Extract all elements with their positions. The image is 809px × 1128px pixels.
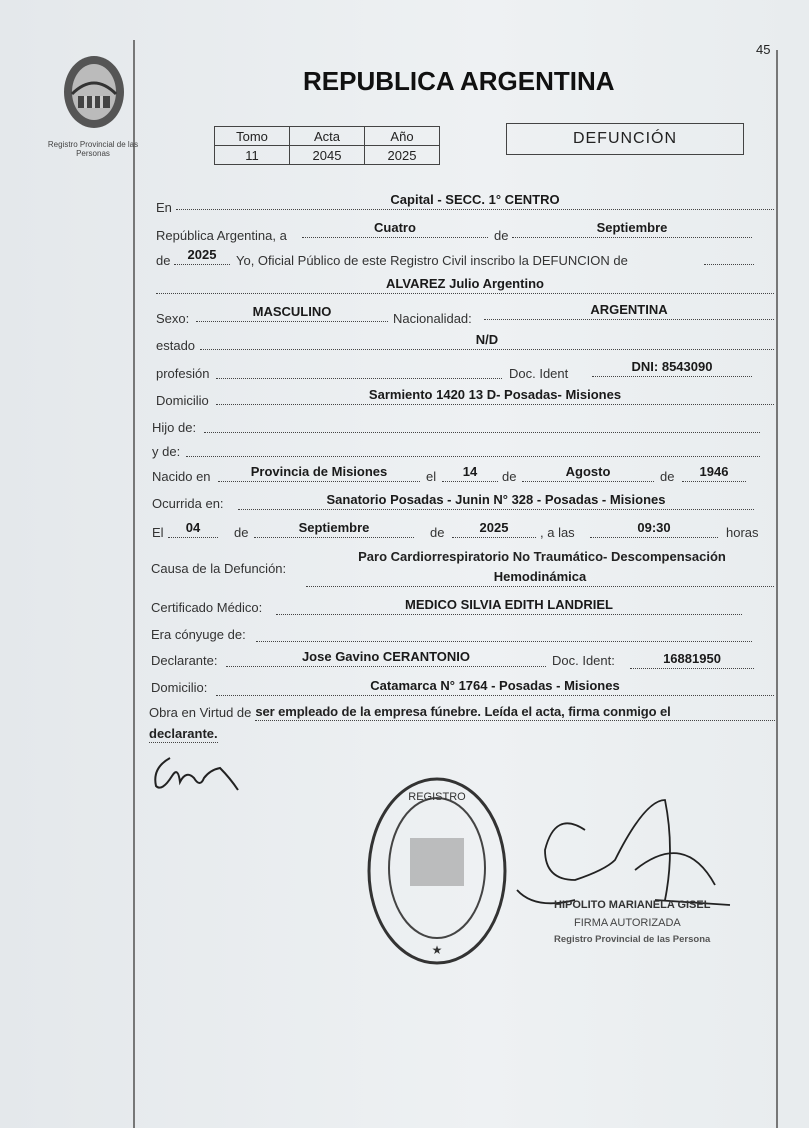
- header-tomo: Tomo: [215, 127, 290, 146]
- field-obra-line1: ser empleado de la empresa fúnebre. Leída el acta, firma conmigo el: [255, 704, 775, 721]
- field-nac-mes: Agosto: [522, 465, 654, 482]
- label-obra: Obra en Virtud de: [149, 705, 252, 720]
- label-domicilio: Domicilio: [156, 393, 209, 408]
- field-anio: 2025: [174, 248, 230, 265]
- value-acta: 2045: [290, 146, 365, 165]
- label-estado: estado: [156, 338, 196, 353]
- field-def-hora: 09:30: [590, 521, 718, 538]
- label-horas: horas: [726, 525, 759, 540]
- field-hijo-de: [204, 416, 760, 433]
- field-nacido-en: Provincia de Misiones: [218, 465, 420, 482]
- label-El: El: [152, 525, 164, 540]
- field-obra-line2: declarante.: [149, 726, 218, 741]
- field-def-anio: 2025: [452, 521, 536, 538]
- value-anio: 2025: [365, 146, 440, 165]
- label-a-las: , a las: [540, 525, 575, 540]
- label-y-de: y de:: [152, 444, 181, 459]
- page-number: 45: [756, 42, 771, 57]
- signatory-role: FIRMA AUTORIZADA: [574, 917, 681, 929]
- label-sexo: Sexo:: [156, 311, 190, 326]
- field-sexo: MASCULINO: [196, 305, 388, 322]
- label-certificado: Certificado Médico:: [151, 600, 263, 615]
- label-de-a: de: [502, 469, 517, 484]
- obra-row: [149, 704, 775, 721]
- label-de-c: de: [234, 525, 249, 540]
- header-acta: Acta: [290, 127, 365, 146]
- page-title: REPUBLICA ARGENTINA: [303, 66, 615, 96]
- field-dia: Cuatro: [302, 221, 488, 238]
- field-y-de: [186, 440, 760, 457]
- field-profesion: [216, 362, 502, 379]
- svg-text:REGISTRO: REGISTRO: [408, 791, 466, 803]
- header-anio: Año: [365, 127, 440, 146]
- label-de-d: de: [430, 525, 445, 540]
- label-republica: República Argentina, a: [156, 228, 287, 243]
- field-blank: [704, 248, 754, 265]
- doc-type-box: DEFUNCIÓN: [506, 123, 744, 155]
- signatory-org: Registro Provincial de las Persona: [554, 934, 711, 945]
- official-stamp: [366, 776, 508, 966]
- declarant-signature: [150, 748, 250, 798]
- label-doc-ident2: Doc. Ident:: [552, 653, 615, 668]
- field-nac-anio: 1946: [682, 465, 746, 482]
- svg-text:★: ★: [431, 943, 443, 957]
- label-conyuge: Era cónyuge de:: [151, 627, 246, 642]
- label-nacionalidad: Nacionalidad:: [393, 311, 472, 326]
- field-declarante-domicilio: Catamarca N° 1764 - Posadas - Misiones: [216, 679, 774, 696]
- label-de-b: de: [660, 469, 675, 484]
- provincial-emblem-logo: [58, 52, 130, 132]
- field-declarante: Jose Gavino CERANTONIO: [226, 650, 546, 667]
- registry-table: [214, 126, 440, 165]
- label-profesion: profesión: [156, 366, 210, 381]
- label-ocurrida-en: Ocurrida en:: [152, 496, 224, 511]
- label-causa: Causa de la Defunción:: [151, 561, 287, 576]
- field-causa-line2: Hemodinámica: [306, 570, 774, 587]
- label-de: de: [494, 228, 509, 243]
- field-mes: Septiembre: [512, 221, 752, 238]
- left-margin-line: [133, 40, 135, 1128]
- field-ocurrida-en: Sanatorio Posadas - Junin N° 328 - Posadas - Misiones: [238, 493, 754, 510]
- label-domicilio2: Domicilio:: [151, 680, 208, 695]
- field-nacionalidad: ARGENTINA: [484, 303, 774, 320]
- field-doc-ident: DNI: 8543090: [592, 360, 752, 377]
- field-certificado: MEDICO SILVIA EDITH LANDRIEL: [276, 598, 742, 615]
- label-yo: Yo, Oficial Público de este Registro Civil inscribo la DEFUNCION de: [236, 253, 628, 268]
- field-declarante-doc: 16881950: [630, 652, 754, 669]
- label-nacido-en: Nacido en: [152, 469, 211, 484]
- field-def-dia: 04: [168, 521, 218, 538]
- label-doc-ident: Doc. Ident: [509, 366, 569, 381]
- field-nombre: ALVAREZ Julio Argentino: [156, 277, 774, 294]
- field-def-mes: Septiembre: [254, 521, 414, 538]
- field-domicilio: Sarmiento 1420 13 D- Posadas- Misiones: [216, 388, 774, 405]
- label-hijo-de: Hijo de:: [152, 420, 197, 435]
- signatory-name: HIPOLITO MARIANELA GISEL: [554, 899, 711, 911]
- label-en: En: [156, 200, 172, 215]
- field-causa-line1: Paro Cardiorrespiratorio No Traumático- Descompensación: [358, 549, 726, 564]
- label-el: el: [426, 469, 437, 484]
- logo-caption: Registro Provincial de las Personas: [47, 140, 139, 158]
- field-conyuge: [256, 625, 752, 642]
- right-margin-line: [776, 50, 778, 1128]
- field-estado: N/D: [200, 333, 774, 350]
- label-declarante: Declarante:: [151, 653, 218, 668]
- field-lugar: Capital - SECC. 1° CENTRO: [176, 193, 774, 210]
- value-tomo: 11: [215, 146, 290, 165]
- label-de2: de: [156, 253, 171, 268]
- field-nac-dia: 14: [442, 465, 498, 482]
